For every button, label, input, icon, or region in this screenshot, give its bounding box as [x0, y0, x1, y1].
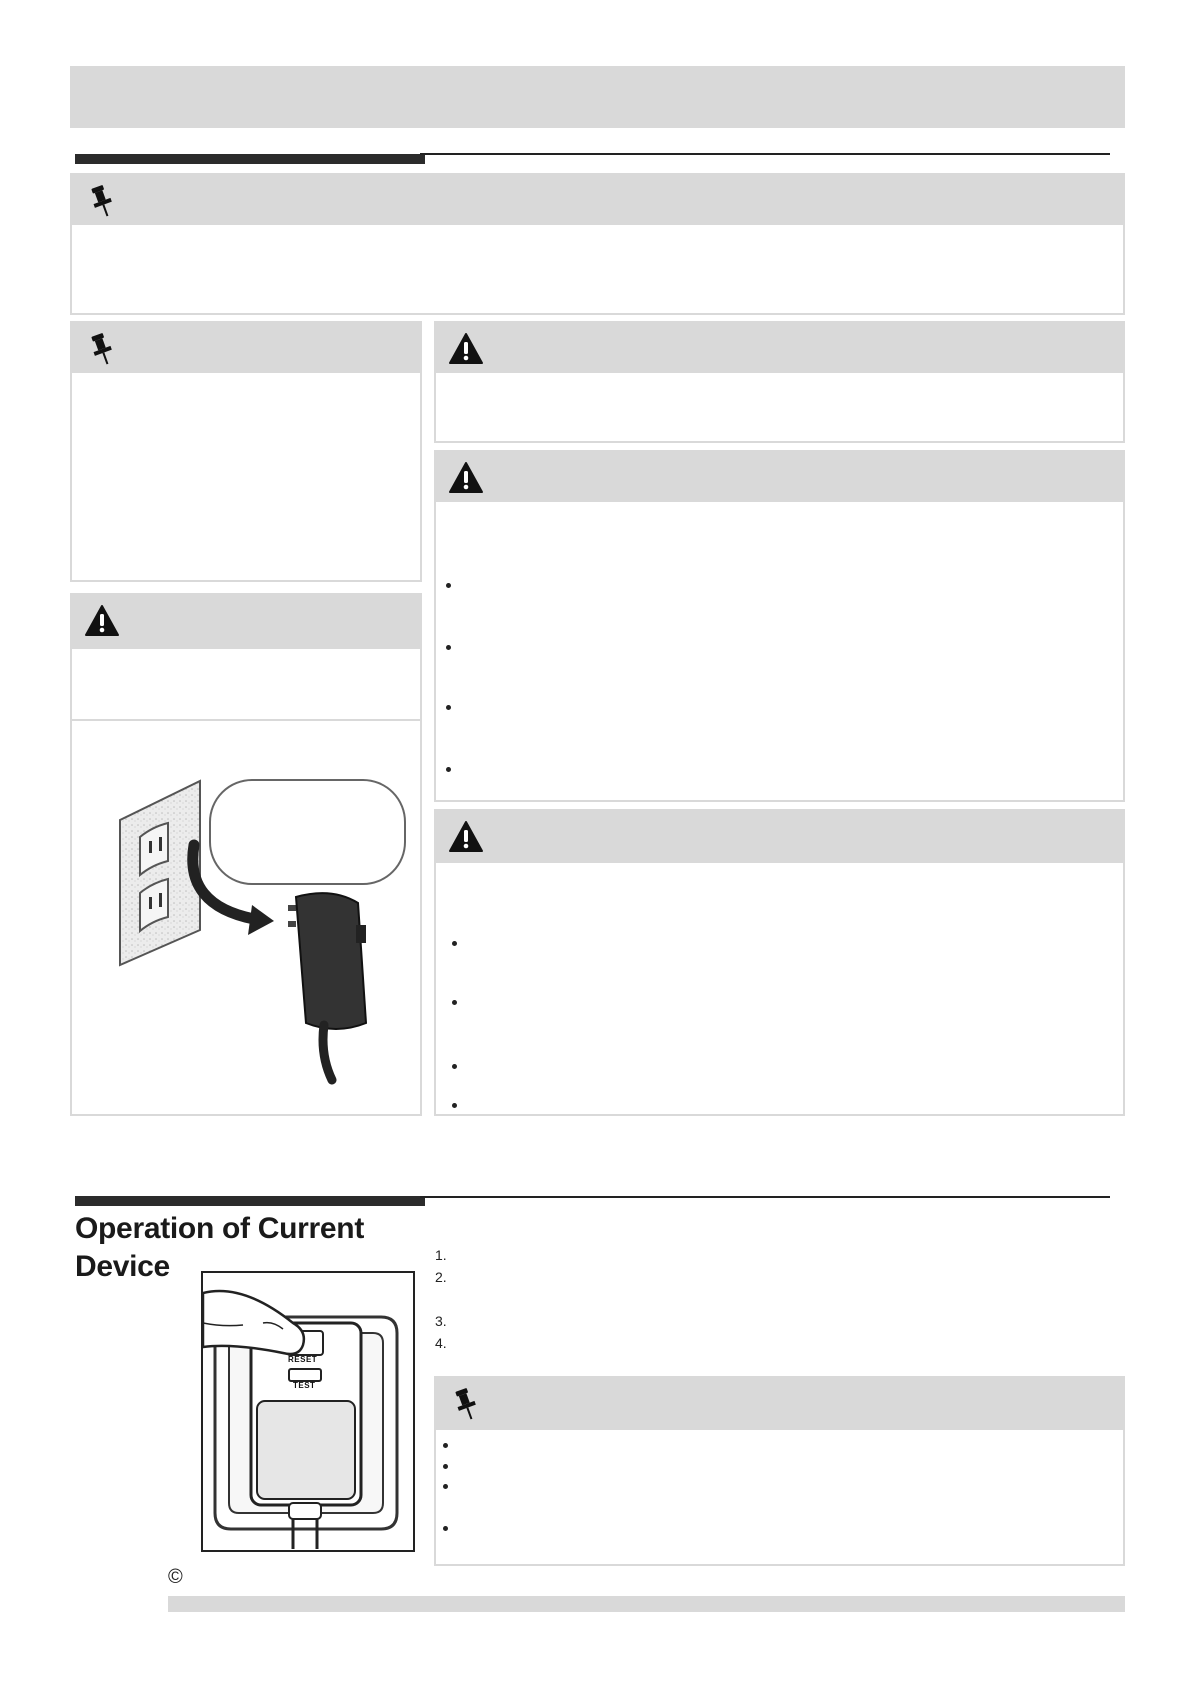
warning-panel-1-header [436, 323, 1123, 373]
footer-bar [168, 1596, 1125, 1612]
note-panel-left-header [72, 323, 420, 373]
warning-triangle-icon [84, 603, 120, 639]
section-rule-thin [420, 1196, 1110, 1198]
warning-text-area [72, 649, 420, 721]
note-panel-left [70, 321, 422, 582]
note-panel-bottom-header [436, 1378, 1123, 1430]
step-number: 1. [435, 1247, 447, 1263]
warning-triangle-icon [448, 819, 484, 855]
warning-triangle-icon [448, 331, 484, 367]
bullet [446, 583, 451, 588]
pushpin-icon [84, 183, 120, 219]
warning-panel-2-header [436, 452, 1123, 502]
note-panel-bottom [434, 1376, 1125, 1566]
section-rule-thick [75, 1196, 425, 1206]
copyright-symbol: © [168, 1566, 183, 1588]
warning-panel-2 [434, 450, 1125, 802]
reset-device-illustration [201, 1271, 415, 1552]
test-label: TEST [293, 1381, 316, 1390]
warning-panel-3 [434, 809, 1125, 1116]
warning-panel-left [70, 593, 422, 1116]
gfci-device-drawing [203, 1273, 413, 1550]
bullet [443, 1464, 448, 1469]
section-rule-thin [420, 153, 1110, 155]
bullet [452, 1000, 457, 1005]
outlet-unplug-illustration [112, 775, 412, 1085]
warning-panel-1 [434, 321, 1125, 443]
warning-panel-left-header [72, 595, 420, 649]
reset-label: RESET [288, 1355, 318, 1364]
note-panel-top [70, 173, 1125, 315]
note-panel-header [72, 175, 1123, 225]
bullet [452, 1103, 457, 1108]
bullet [446, 645, 451, 650]
bullet [446, 767, 451, 772]
bullet [443, 1526, 448, 1531]
warning-panel-3-header [436, 811, 1123, 863]
pushpin-icon [448, 1386, 484, 1422]
section-rule-thick [75, 154, 425, 164]
section-title-line1: Operation of Current [75, 1212, 365, 1245]
pushpin-icon [84, 331, 120, 367]
warning-triangle-icon [448, 460, 484, 496]
page-header-bar [70, 66, 1125, 128]
bullet [443, 1484, 448, 1489]
section-title-line2: Device [75, 1250, 170, 1283]
bullet [452, 941, 457, 946]
bullet [452, 1064, 457, 1069]
step-number: 3. [435, 1313, 447, 1329]
bullet [443, 1443, 448, 1448]
step-number: 2. [435, 1269, 447, 1285]
bullet [446, 705, 451, 710]
step-number: 4. [435, 1335, 447, 1351]
